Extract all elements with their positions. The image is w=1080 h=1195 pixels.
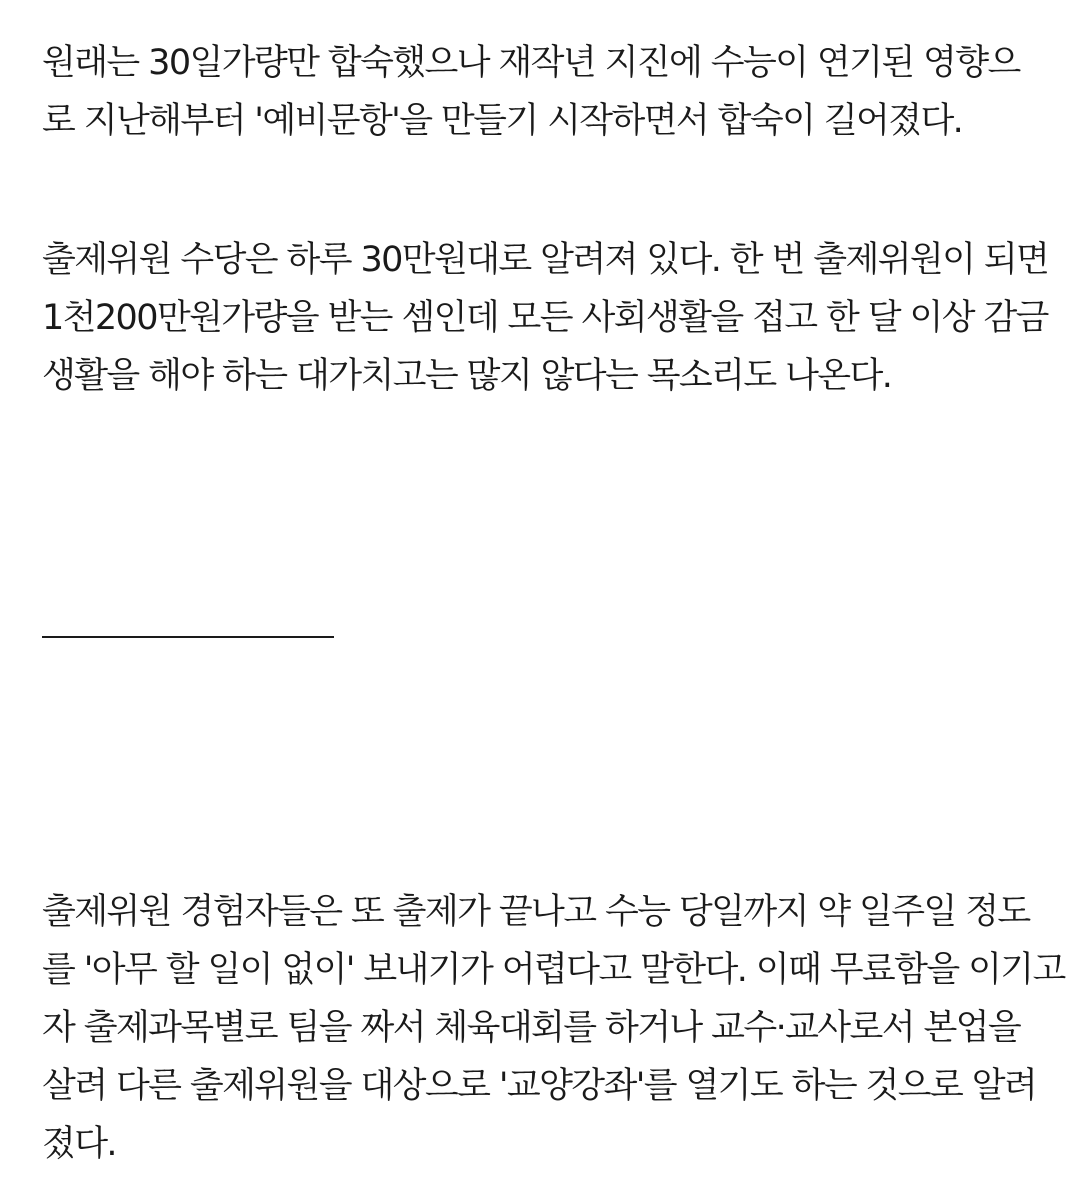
paragraph-line: 출제위원 경험자들은 또 출제가 끝나고 수능 당일까지 약 일주일 정도 (42, 892, 1030, 932)
paragraph-line: 를 '아무 할 일이 없이' 보내기가 어렵다고 말한다. 이때 무료함을 이기고 (42, 950, 1065, 990)
paragraph-line: 원래는 30일가량만 합숙했으나 재작년 지진에 수능이 연기된 영향으 (42, 43, 1020, 83)
paragraph-line: 출제위원 수당은 하루 30만원대로 알려져 있다. 한 번 출제위원이 되면 (42, 240, 1049, 280)
paragraph-3 (42, 883, 1065, 1173)
paragraph-line: 졌다. (42, 1124, 116, 1164)
paragraph-1 (42, 34, 1042, 150)
paragraph-line: 살려 다른 출제위원을 대상으로 '교양강좌'를 열기도 하는 것으로 알려 (42, 1066, 1037, 1106)
paragraph-line: 생활을 해야 하는 대가치고는 많지 않다는 목소리도 나온다. (42, 356, 892, 396)
paragraph-line: 로 지난해부터 '예비문항'을 만들기 시작하면서 합숙이 길어졌다. (42, 101, 963, 141)
paragraph-line: 1천200만원가량을 받는 셈인데 모든 사회생활을 접고 한 달 이상 감금 (42, 298, 1048, 338)
section-divider (42, 636, 334, 638)
paragraph-2 (42, 231, 1049, 405)
paragraph-line: 자 출제과목별로 팀을 짜서 체육대회를 하거나 교수·교사로서 본업을 (42, 1008, 1021, 1048)
